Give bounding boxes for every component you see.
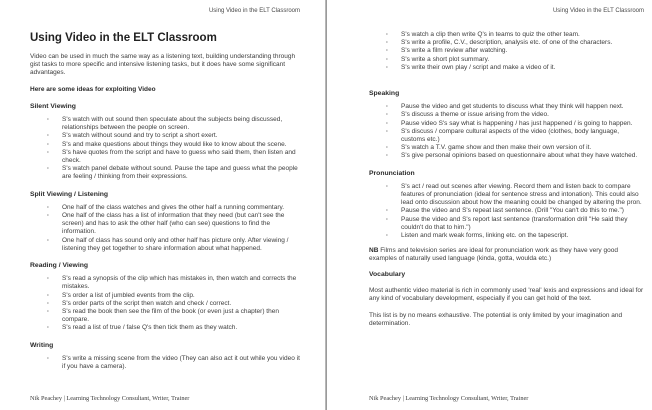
bullet-marker	[386, 31, 401, 39]
bullet-item	[30, 165, 300, 181]
bullet-marker	[386, 47, 401, 55]
bullet-list-speaking	[369, 103, 644, 160]
bullet-item	[30, 275, 300, 291]
section-heading-vocabulary: Vocabulary	[369, 270, 406, 278]
bullet-item	[369, 64, 644, 72]
bullet-item	[30, 149, 300, 165]
bullet-item	[369, 39, 644, 47]
bullet-marker	[47, 237, 62, 253]
bullet-text: S's watch a T.V. game show and then make their own version of it.	[401, 144, 592, 152]
bullet-text: S's and make questions about things they would like to know about the scene.	[62, 140, 287, 148]
bullet-item	[369, 47, 644, 55]
nb-label: NB	[369, 247, 379, 255]
intro-paragraph: Video can be used in much the same way as a listening text, building understanding through gist tasks to more specific and intensive listening tasks, but it does have some significant advantages.	[30, 53, 296, 77]
bullet-item	[369, 111, 644, 119]
bullet-item	[30, 300, 300, 308]
nb-text: Films and television series are ideal for pronunciation work as they have very good examples of naturally used language (kinda, gotta, woulda etc.)	[369, 247, 618, 263]
bullet-text: Pause the video and S's report last sentence (transformation drill "He said they couldn't do that to him.")	[401, 215, 628, 231]
bullet-marker	[386, 120, 401, 128]
bullet-text: S's order a list of jumbled events from the clip.	[62, 291, 195, 299]
bullet-text: One half of class has sound only and other half has picture only. After viewing / listening they get together to share information about what happened.	[62, 236, 289, 252]
bullet-item	[369, 120, 644, 128]
bullet-item	[369, 183, 644, 208]
page-footer: Nik Peachey | Learning Technology Consultant, Writer, Trainer	[30, 395, 190, 402]
bullet-item	[30, 141, 300, 149]
bullet-marker	[386, 39, 401, 47]
bullet-text: S's act / read out scenes after viewing. Record them and listen back to compare features of pronunciation (ideal for sentence stress and intonation). This could also lead onto discussion about how the meaning could be changed by altering the pron.	[401, 182, 642, 207]
bullet-text: S's read a synopsis of the clip which has mistakes in, then watch and corrects the mistakes.	[62, 275, 297, 291]
bullet-text: S's read a list of true / false Q's then tick them as they watch.	[62, 324, 238, 332]
bullet-item	[30, 204, 300, 212]
bullet-marker	[386, 216, 401, 232]
bullet-text: S's give personal opinions based on questionnaire about what they have watched.	[401, 152, 638, 160]
page-1	[0, 0, 325, 410]
bullet-list-silent-viewing	[30, 116, 300, 182]
nb-note	[369, 247, 644, 263]
bullet-marker	[47, 132, 62, 140]
bullet-text: S's have quotes from the script and have to guess who said them, then listen and check.	[62, 148, 296, 165]
bullet-text: S's watch without sound and try to script a short exert.	[62, 132, 218, 140]
bullet-text: S's discuss / compare cultural aspects of the video (clothes, body language, customs etc.)	[401, 127, 620, 144]
page-2	[327, 0, 652, 410]
bullet-text: Listen and mark weak forms, linking etc. on the tapescript.	[401, 232, 569, 240]
bullet-item	[369, 128, 644, 144]
bullet-marker	[386, 103, 401, 111]
bullet-item	[369, 216, 644, 232]
bullet-marker	[47, 275, 62, 291]
bullet-text: S's write their own play / script and make a video of it.	[401, 63, 556, 71]
bullet-item	[369, 31, 644, 39]
bullet-item	[369, 207, 644, 215]
bullet-marker	[47, 165, 62, 181]
bullet-marker	[47, 149, 62, 165]
bullet-text: S's order parts of the script then watch and check / correct.	[62, 299, 232, 307]
bullet-marker	[47, 300, 62, 308]
bullet-item	[369, 144, 644, 152]
bullet-text: S's write a missing scene from the video (They can also act it out while you video it if you have a camera).	[62, 354, 300, 371]
bullet-text: One half of the class watches and gives the other half a running commentary.	[62, 203, 285, 211]
bullet-text: S's watch a clip then write Q's in teams to quiz the other team.	[401, 31, 580, 38]
ideas-heading: Here are some ideas for exploiting Video	[30, 85, 156, 93]
bullet-marker	[47, 141, 62, 149]
bullet-text: S's write a short plot summary.	[401, 55, 490, 63]
bullet-list-split-viewing	[30, 204, 300, 253]
bullet-marker	[386, 152, 401, 160]
bullet-marker	[47, 204, 62, 212]
bullet-list-writing	[30, 355, 300, 371]
bullet-item	[30, 355, 300, 371]
bullet-item	[369, 56, 644, 64]
bullet-marker	[47, 355, 62, 371]
bullet-item	[369, 103, 644, 111]
bullet-marker	[386, 56, 401, 64]
bullet-text: S's write a profile, C.V., description, analysis etc. of one of the characters.	[401, 39, 613, 47]
bullet-marker	[386, 64, 401, 72]
closing-paragraph: This list is by no means exhaustive. The potential is only limited by your imagination and determination.	[369, 312, 623, 328]
bullet-text: S's read the book then see the film of the book (or even just a chapter) then compare.	[62, 308, 279, 324]
bullet-list-reading-viewing	[30, 275, 300, 332]
document-title: Using Video in the ELT Classroom	[30, 32, 217, 44]
bullet-text: Pause video S's say what is happening / has just happened / is going to happen.	[401, 119, 633, 127]
bullet-text: S's watch with out sound then speculate about the subjects being discussed, relationships between the people on screen.	[62, 116, 283, 132]
bullet-marker	[47, 212, 62, 237]
bullet-list-writing-continued	[369, 31, 644, 72]
bullet-marker	[47, 292, 62, 300]
bullet-marker	[386, 232, 401, 240]
bullet-text: One half of the class has a list of information that they need (but can't see the screen) and has to ask the other half (who can see) questions to find the information.	[62, 212, 285, 236]
bullet-text: Pause the video and get students to discuss what they think will happen next.	[401, 103, 624, 111]
bullet-marker	[47, 116, 62, 132]
page-footer: Nik Peachey | Learning Technology Consultant, Writer, Trainer	[369, 395, 529, 402]
bullet-item	[30, 292, 300, 300]
section-heading-pronunciation: Pronunciation	[369, 169, 415, 177]
bullet-marker	[386, 128, 401, 144]
bullet-marker	[386, 207, 401, 215]
section-heading-speaking: Speaking	[369, 90, 400, 98]
section-heading-writing: Writing	[30, 341, 54, 349]
bullet-text: Pause the video and S's repeat last sentence. (Drill "You can't do this to me.")	[401, 207, 624, 215]
section-heading-silent-viewing: Silent Viewing	[30, 102, 76, 110]
bullet-list-pronunciation	[369, 183, 644, 240]
bullet-item	[30, 308, 300, 324]
running-header: Using Video in the ELT Classroom	[552, 8, 644, 14]
bullet-item	[369, 152, 644, 160]
section-heading-split-viewing: Split Viewing / Listening	[30, 190, 109, 198]
bullet-marker	[386, 144, 401, 152]
bullet-text: S's write a film review after watching.	[401, 47, 508, 55]
bullet-marker	[386, 111, 401, 119]
bullet-marker	[47, 308, 62, 324]
running-header: Using Video in the ELT Classroom	[208, 8, 300, 14]
bullet-marker	[386, 183, 401, 208]
bullet-marker	[47, 324, 62, 332]
section-heading-reading-viewing: Reading / Viewing	[30, 262, 89, 270]
bullet-item	[30, 132, 300, 140]
vocabulary-paragraph: Most authentic video material is rich in commonly used 'real' lexis and expressions and ideal for any kind of vocabulary development, especially if you can get hold of the text.	[369, 286, 644, 303]
bullet-text: S's watch panel debate without sound. Pause the tape and guess what the people are feeling / thinking from their expressions.	[62, 165, 298, 181]
bullet-item	[369, 232, 644, 240]
bullet-text: S's discuss a theme or issue arising from the video.	[401, 111, 549, 119]
bullet-item	[30, 212, 300, 237]
bullet-item	[30, 324, 300, 332]
bullet-item	[30, 237, 300, 253]
bullet-item	[30, 116, 300, 132]
